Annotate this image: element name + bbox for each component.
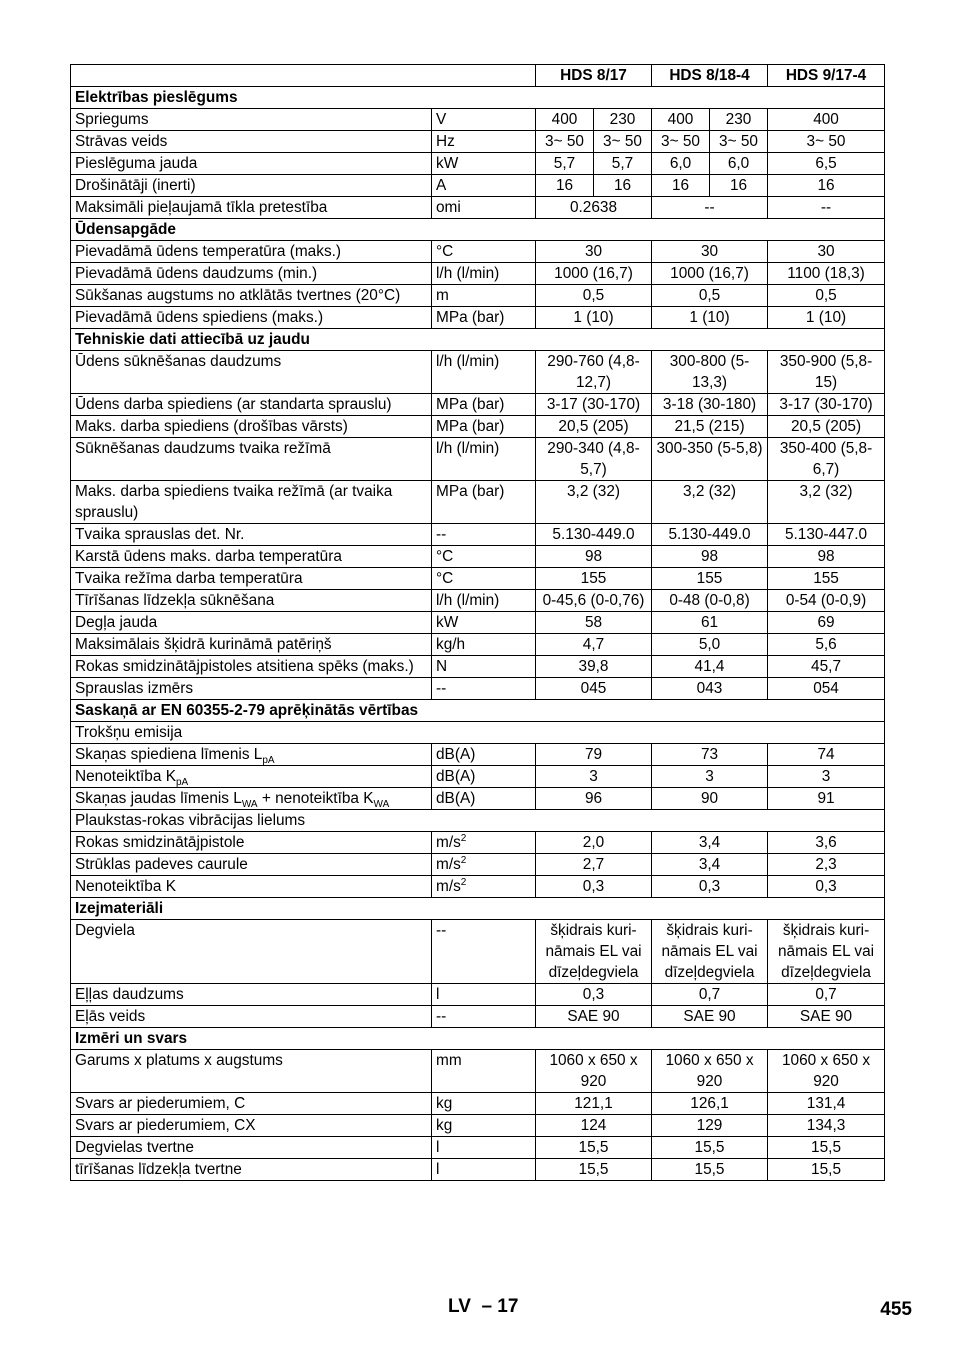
data-row	[71, 263, 885, 285]
row-label: Strāvas veids	[71, 131, 432, 153]
value-cell: 155	[768, 568, 885, 590]
row-label: Maksimāli pieļaujamā tīkla pretestība	[71, 197, 432, 219]
row-label: Pievadāmā ūdens spiediens (maks.)	[71, 307, 432, 329]
value-cell: 0,5	[536, 285, 652, 307]
value-cell: 1 (10)	[536, 307, 652, 329]
row-unit: °C	[432, 546, 536, 568]
value-cell: 5.130-449.0	[536, 524, 652, 546]
data-row	[71, 1115, 885, 1137]
value-cell: 3	[536, 766, 652, 788]
value-cell: --	[768, 197, 885, 219]
data-row	[71, 590, 885, 612]
row-unit: kg	[432, 1093, 536, 1115]
row-unit: MPa (bar)	[432, 394, 536, 416]
value-cell: 0,5	[768, 285, 885, 307]
value-cell: 73	[652, 744, 768, 766]
unit-superscript: 2	[460, 876, 467, 888]
label-subscript: WA	[241, 799, 258, 811]
data-row	[71, 153, 885, 175]
row-unit: kg	[432, 1115, 536, 1137]
data-row	[71, 984, 885, 1006]
row-label: Nenoteiktība K	[71, 876, 432, 898]
value-cell: 400	[768, 109, 885, 131]
value-cell: 1 (10)	[768, 307, 885, 329]
row-unit: m	[432, 285, 536, 307]
value-cell: 5.130-449.0	[652, 524, 768, 546]
value-cell: 350-900 (5,8-15)	[768, 351, 885, 394]
row-unit: MPa (bar)	[432, 416, 536, 438]
value-cell: 16	[536, 175, 594, 197]
row-label: Maks. darba spiediens (drošības vārsts)	[71, 416, 432, 438]
value-cell: 134,3	[768, 1115, 885, 1137]
row-label: Spriegums	[71, 109, 432, 131]
value-cell: 69	[768, 612, 885, 634]
value-cell: 20,5 (205)	[768, 416, 885, 438]
value-cell: 290-760 (4,8-12,7)	[536, 351, 652, 394]
row-label	[71, 788, 432, 810]
value-cell: 3~ 50	[536, 131, 594, 153]
value-cell: 16	[652, 175, 710, 197]
value-cell: 0,5	[652, 285, 768, 307]
row-unit: N	[432, 656, 536, 678]
label-subscript: pA	[175, 777, 189, 789]
row-label: Sūknēšanas daudzums tvaika režīmā	[71, 438, 432, 481]
row-unit	[432, 832, 536, 854]
unit-text: m/s	[436, 834, 461, 851]
value-cell: 0-48 (0-0,8)	[652, 590, 768, 612]
technical-data-table	[70, 64, 885, 1181]
value-cell: 3	[768, 766, 885, 788]
data-row	[71, 197, 885, 219]
value-cell: 3~ 50	[768, 131, 885, 153]
row-label: Tvaika režīma darba temperatūra	[71, 568, 432, 590]
data-row	[71, 876, 885, 898]
data-row	[71, 634, 885, 656]
row-unit: dB(A)	[432, 788, 536, 810]
section-title: Elektrības pieslēgums	[71, 87, 885, 109]
value-cell: 16	[768, 175, 885, 197]
value-cell: 0-45,6 (0-0,76)	[536, 590, 652, 612]
row-label: Ūdens darba spiediens (ar standarta sprauslu)	[71, 394, 432, 416]
label-subscript: pA	[262, 755, 275, 767]
value-cell: 3,2 (32)	[652, 481, 768, 524]
section-title: Ūdensapgāde	[71, 219, 885, 241]
row-label: Ūdens sūknēšanas daudzums	[71, 351, 432, 394]
value-cell: 39,8	[536, 656, 652, 678]
value-cell: 98	[652, 546, 768, 568]
value-cell: 90	[652, 788, 768, 810]
row-label	[71, 766, 432, 788]
data-row	[71, 1093, 885, 1115]
data-row	[71, 546, 885, 568]
value-cell: 0,7	[652, 984, 768, 1006]
value-cell: SAE 90	[652, 1006, 768, 1028]
data-row	[71, 678, 885, 700]
row-unit: l/h (l/min)	[432, 263, 536, 285]
row-label: Tīrīšanas līdzekļa sūknēšana	[71, 590, 432, 612]
row-label: Strūklas padeves caurule	[71, 854, 432, 876]
section-title: Saskaņā ar EN 60355-2-79 aprēķinātās vērtības	[71, 700, 885, 722]
value-cell: 98	[768, 546, 885, 568]
value-cell: 96	[536, 788, 652, 810]
row-label: Rokas smidzinātājpistoles atsitiena spēks (maks.)	[71, 656, 432, 678]
value-cell: 15,5	[536, 1159, 652, 1181]
row-label: Karstā ūdens maks. darba temperatūra	[71, 546, 432, 568]
value-cell: 15,5	[652, 1137, 768, 1159]
row-unit: V	[432, 109, 536, 131]
row-label: Maksimālais šķidrā kurināmā patēriņš	[71, 634, 432, 656]
noise-emission-label: Trokšņu emisija	[71, 722, 885, 744]
row-label: Rokas smidzinātājpistole	[71, 832, 432, 854]
value-cell: 30	[768, 241, 885, 263]
value-cell: 3-18 (30-180)	[652, 394, 768, 416]
section-title: Tehniskie dati attiecībā uz jaudu	[71, 329, 885, 351]
value-cell: 1060 x 650 x 920	[536, 1050, 652, 1093]
value-cell: 0,3	[536, 876, 652, 898]
value-cell: 300-800 (5-13,3)	[652, 351, 768, 394]
value-cell: 3~ 50	[652, 131, 710, 153]
row-unit: --	[432, 678, 536, 700]
value-cell: 79	[536, 744, 652, 766]
value-cell: 290-340 (4,8-5,7)	[536, 438, 652, 481]
data-row	[71, 744, 885, 766]
data-row	[71, 612, 885, 634]
vibration-label: Plaukstas-rokas vibrācijas lielums	[71, 810, 885, 832]
language-code: LV	[448, 1296, 471, 1317]
value-cell: 0-54 (0-0,9)	[768, 590, 885, 612]
row-unit: l	[432, 1159, 536, 1181]
data-row	[71, 307, 885, 329]
value-cell: 1000 (16,7)	[536, 263, 652, 285]
value-cell: 126,1	[652, 1093, 768, 1115]
row-label: Sūkšanas augstums no atklātās tvertnes (20°C)	[71, 285, 432, 307]
row-unit: A	[432, 175, 536, 197]
section-header-row	[71, 898, 885, 920]
language-page-number: 17	[497, 1296, 519, 1317]
label-tail: + nenoteiktība K	[257, 790, 374, 807]
value-cell: 1060 x 650 x 920	[652, 1050, 768, 1093]
row-unit: mm	[432, 1050, 536, 1093]
value-cell: 74	[768, 744, 885, 766]
unit-superscript: 2	[460, 832, 467, 844]
value-cell: 5,7	[536, 153, 594, 175]
value-cell: 0,3	[652, 876, 768, 898]
value-cell: 5,7	[594, 153, 652, 175]
value-cell: 3,6	[768, 832, 885, 854]
value-cell: 15,5	[652, 1159, 768, 1181]
row-unit: --	[432, 1006, 536, 1028]
value-cell: 3	[652, 766, 768, 788]
value-cell: SAE 90	[536, 1006, 652, 1028]
data-row	[71, 766, 885, 788]
row-unit: °C	[432, 568, 536, 590]
row-unit: l/h (l/min)	[432, 351, 536, 394]
row-unit: kg/h	[432, 634, 536, 656]
value-cell: 0,3	[536, 984, 652, 1006]
value-cell: 16	[594, 175, 652, 197]
value-cell: 30	[536, 241, 652, 263]
page-number: 455	[880, 1299, 912, 1320]
value-cell: 61	[652, 612, 768, 634]
section-title: Izejmateriāli	[71, 898, 885, 920]
vibration-label-row	[71, 810, 885, 832]
row-label: tīrīšanas līdzekļa tvertne	[71, 1159, 432, 1181]
value-cell: 1060 x 650 x 920	[768, 1050, 885, 1093]
value-cell: 124	[536, 1115, 652, 1137]
row-unit: l	[432, 984, 536, 1006]
value-cell: 0.2638	[536, 197, 652, 219]
row-unit: l/h (l/min)	[432, 590, 536, 612]
value-cell: 20,5 (205)	[536, 416, 652, 438]
data-row	[71, 109, 885, 131]
section-header-row	[71, 219, 885, 241]
row-unit: --	[432, 524, 536, 546]
value-cell: 2,7	[536, 854, 652, 876]
data-row	[71, 131, 885, 153]
row-unit: kW	[432, 153, 536, 175]
value-cell: 129	[652, 1115, 768, 1137]
label-text: Nenoteiktība K	[75, 768, 176, 785]
row-label: Drošinātāji (inerti)	[71, 175, 432, 197]
data-row	[71, 416, 885, 438]
row-label: Degviela	[71, 920, 432, 984]
row-label: Maks. darba spiediens tvaika režīmā (ar tvaika sprauslu)	[71, 481, 432, 524]
data-row	[71, 832, 885, 854]
value-cell: 400	[536, 109, 594, 131]
section-header-row	[71, 1028, 885, 1050]
value-cell: 15,5	[768, 1137, 885, 1159]
data-row	[71, 854, 885, 876]
row-unit: omi	[432, 197, 536, 219]
row-unit: Hz	[432, 131, 536, 153]
data-row	[71, 175, 885, 197]
value-cell: 1 (10)	[652, 307, 768, 329]
value-cell: 155	[652, 568, 768, 590]
value-cell: 045	[536, 678, 652, 700]
row-label: Tvaika sprauslas det. Nr.	[71, 524, 432, 546]
unit-superscript: 2	[460, 854, 467, 866]
language-page-label	[448, 1296, 518, 1318]
row-label: Svars ar piederumiem, C	[71, 1093, 432, 1115]
row-label: Degļa jauda	[71, 612, 432, 634]
row-label: Eļās veids	[71, 1006, 432, 1028]
value-cell: 230	[710, 109, 768, 131]
row-unit: dB(A)	[432, 766, 536, 788]
data-row	[71, 1137, 885, 1159]
data-row	[71, 1159, 885, 1181]
row-unit: °C	[432, 241, 536, 263]
row-label: Sprauslas izmērs	[71, 678, 432, 700]
data-row	[71, 285, 885, 307]
row-unit: dB(A)	[432, 744, 536, 766]
value-cell: 16	[710, 175, 768, 197]
header-blank-cell	[71, 65, 536, 87]
value-cell: 1000 (16,7)	[652, 263, 768, 285]
value-cell: 6,5	[768, 153, 885, 175]
row-unit: kW	[432, 612, 536, 634]
value-cell: 15,5	[536, 1137, 652, 1159]
value-cell: 3-17 (30-170)	[768, 394, 885, 416]
value-cell: 3~ 50	[710, 131, 768, 153]
value-cell: šķidrais kuri-nāmais EL vai dīzeļdegviela	[536, 920, 652, 984]
data-row	[71, 1006, 885, 1028]
label-text: Skaņas spiediena līmenis L	[75, 746, 263, 763]
row-unit: MPa (bar)	[432, 307, 536, 329]
value-cell: 6,0	[710, 153, 768, 175]
value-cell: 155	[536, 568, 652, 590]
value-cell: 121,1	[536, 1093, 652, 1115]
row-unit: --	[432, 920, 536, 984]
value-cell: 3,2 (32)	[768, 481, 885, 524]
footer-dash: –	[481, 1296, 493, 1317]
value-cell: 5.130-447.0	[768, 524, 885, 546]
value-cell: 21,5 (215)	[652, 416, 768, 438]
value-cell: 2,3	[768, 854, 885, 876]
row-label: Eļļas daudzums	[71, 984, 432, 1006]
value-cell: 45,7	[768, 656, 885, 678]
label-text: Skaņas jaudas līmenis L	[75, 790, 242, 807]
value-cell: 4,7	[536, 634, 652, 656]
data-row	[71, 438, 885, 481]
value-cell: 0,7	[768, 984, 885, 1006]
row-label: Garums x platums x augstums	[71, 1050, 432, 1093]
row-unit	[432, 876, 536, 898]
value-cell: 043	[652, 678, 768, 700]
row-label: Svars ar piederumiem, CX	[71, 1115, 432, 1137]
row-label: Pievadāmā ūdens daudzums (min.)	[71, 263, 432, 285]
value-cell: 15,5	[768, 1159, 885, 1181]
section-header-row	[71, 700, 885, 722]
unit-text: m/s	[436, 856, 461, 873]
value-cell: 300-350 (5-5,8)	[652, 438, 768, 481]
value-cell: 230	[594, 109, 652, 131]
value-cell: 131,4	[768, 1093, 885, 1115]
value-cell: SAE 90	[768, 1006, 885, 1028]
section-header-row	[71, 329, 885, 351]
data-row	[71, 481, 885, 524]
data-row	[71, 524, 885, 546]
section-header-row	[71, 87, 885, 109]
value-cell: 3-17 (30-170)	[536, 394, 652, 416]
row-label: Degvielas tvertne	[71, 1137, 432, 1159]
value-cell: 054	[768, 678, 885, 700]
data-row	[71, 920, 885, 984]
row-label: Pieslēguma jauda	[71, 153, 432, 175]
data-row	[71, 568, 885, 590]
model-header: HDS 9/17-4	[768, 65, 885, 87]
header-row	[71, 65, 885, 87]
value-cell: 41,4	[652, 656, 768, 678]
value-cell: 3~ 50	[594, 131, 652, 153]
data-row	[71, 1050, 885, 1093]
section-title: Izmēri un svars	[71, 1028, 885, 1050]
value-cell: šķidrais kuri-nāmais EL vai dīzeļdegviela	[768, 920, 885, 984]
value-cell: 98	[536, 546, 652, 568]
value-cell: 350-400 (5,8-6,7)	[768, 438, 885, 481]
model-header: HDS 8/17	[536, 65, 652, 87]
value-cell: --	[652, 197, 768, 219]
row-unit: l	[432, 1137, 536, 1159]
data-row	[71, 241, 885, 263]
value-cell: 5,6	[768, 634, 885, 656]
row-label: Pievadāmā ūdens temperatūra (maks.)	[71, 241, 432, 263]
data-row	[71, 351, 885, 394]
row-unit	[432, 854, 536, 876]
value-cell: 2,0	[536, 832, 652, 854]
value-cell: 0,3	[768, 876, 885, 898]
value-cell: 30	[652, 241, 768, 263]
row-unit: l/h (l/min)	[432, 438, 536, 481]
value-cell: 3,4	[652, 854, 768, 876]
row-label	[71, 744, 432, 766]
data-row	[71, 394, 885, 416]
data-row	[71, 788, 885, 810]
value-cell: 1100 (18,3)	[768, 263, 885, 285]
value-cell: 3,4	[652, 832, 768, 854]
value-cell: 5,0	[652, 634, 768, 656]
value-cell: 400	[652, 109, 710, 131]
unit-text: m/s	[436, 878, 461, 895]
value-cell: 58	[536, 612, 652, 634]
value-cell: 91	[768, 788, 885, 810]
label-subscript: WA	[373, 799, 390, 811]
value-cell: 3,2 (32)	[536, 481, 652, 524]
data-row	[71, 656, 885, 678]
model-header: HDS 8/18-4	[652, 65, 768, 87]
noise-emission-label-row	[71, 722, 885, 744]
value-cell: šķidrais kuri-nāmais EL vai dīzeļdegviela	[652, 920, 768, 984]
value-cell: 6,0	[652, 153, 710, 175]
row-unit: MPa (bar)	[432, 481, 536, 524]
